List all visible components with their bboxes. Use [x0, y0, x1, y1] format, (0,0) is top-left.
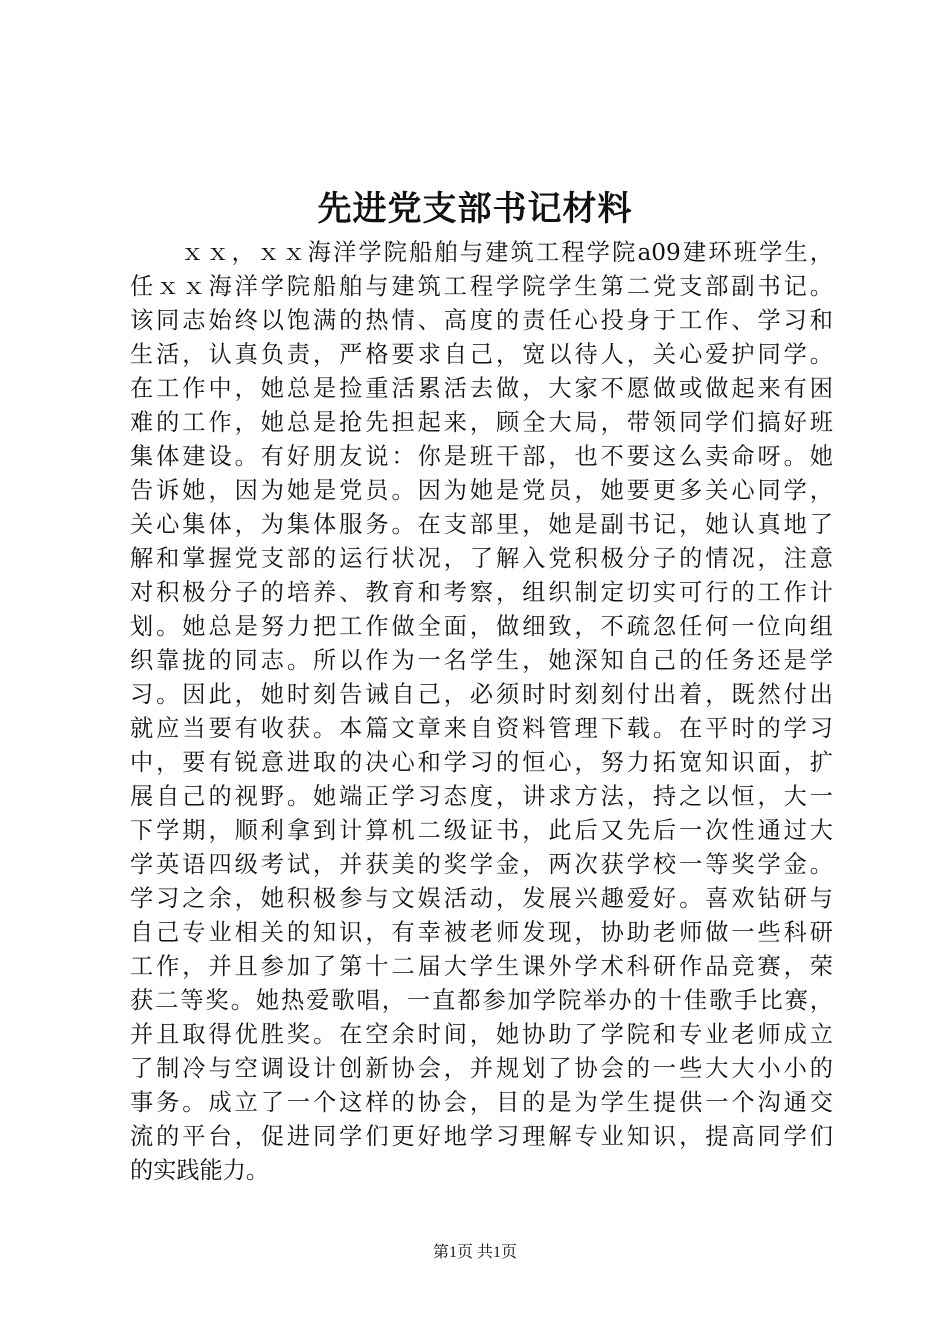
body-line: 告诉她，因为她是党员。因为她是党员，她要更多关心同学，: [130, 477, 833, 504]
body-line: 任ｘｘ海洋学院船舶与建筑工程学院学生第二党支部副书记。: [130, 273, 833, 300]
body-line: 获二等奖。她热爱歌唱，一直都参加学院举办的十佳歌手比赛，: [130, 987, 833, 1014]
body-line: 划。她总是努力把工作做全面，做细致，不疏忽任何一位向组: [130, 613, 833, 640]
body-line: 该同志始终以饱满的热情、高度的责任心投身于工作、学习和: [130, 307, 833, 334]
body-line: 的实践能力。: [130, 1157, 270, 1184]
body-line: 中，要有锐意进取的决心和学习的恒心，努力拓宽知识面，扩: [130, 749, 833, 776]
body-line: ｘｘ，ｘｘ海洋学院船舶与建筑工程学院a09建环班学生，: [130, 239, 833, 266]
document-body: [130, 236, 833, 1188]
body-line: 集体建设。有好朋友说：你是班干部，也不要这么卖命呀。她: [130, 443, 833, 470]
body-line: 对积极分子的培养、教育和考察，组织制定切实可行的工作计: [130, 579, 833, 606]
body-line: 展自己的视野。她端正学习态度，讲求方法，持之以恒，大一: [130, 783, 833, 810]
body-line: 在工作中，她总是捡重活累活去做，大家不愿做或做起来有困: [130, 375, 833, 402]
body-line: 自己专业相关的知识，有幸被老师发现，协助老师做一些科研: [130, 919, 833, 946]
body-line: 习。因此，她时刻告诫自己，必须时时刻刻付出着，既然付出: [130, 681, 833, 708]
body-line: 学英语四级考试，并获美的奖学金，两次获学校一等奖学金。: [130, 851, 833, 878]
body-line: 生活，认真负责，严格要求自己，宽以待人，关心爱护同学。: [130, 341, 833, 368]
body-line: 关心集体，为集体服务。在支部里，她是副书记，她认真地了: [130, 511, 833, 538]
body-line: 学习之余，她积极参与文娱活动，发展兴趣爱好。喜欢钻研与: [130, 885, 833, 912]
body-line: 了制冷与空调设计创新协会，并规划了协会的一些大大小小的: [130, 1055, 833, 1082]
body-line: 就应当要有收获。本篇文章来自资料管理下载。在平时的学习: [130, 715, 833, 742]
body-line: 织靠拢的同志。所以作为一名学生，她深知自己的任务还是学: [130, 647, 833, 674]
page-footer: 第1页 共1页: [432, 1244, 517, 1261]
body-line: 下学期，顺利拿到计算机二级证书，此后又先后一次性通过大: [130, 817, 833, 844]
body-line: 解和掌握党支部的运行状况，了解入党积极分子的情况，注意: [130, 545, 833, 572]
document-title: 先进党支部书记材料: [317, 189, 633, 229]
body-line: 难的工作，她总是抢先担起来，顾全大局，带领同学们搞好班: [130, 409, 833, 436]
body-line: 并且取得优胜奖。在空余时间，她协助了学院和专业老师成立: [130, 1021, 833, 1048]
body-line: 流的平台，促进同学们更好地学习理解专业知识，提高同学们: [130, 1123, 833, 1150]
body-line: 事务。成立了一个这样的协会，目的是为学生提供一个沟通交: [130, 1089, 833, 1116]
body-line: 工作，并且参加了第十二届大学生课外学术科研作品竞赛，荣: [130, 953, 833, 980]
